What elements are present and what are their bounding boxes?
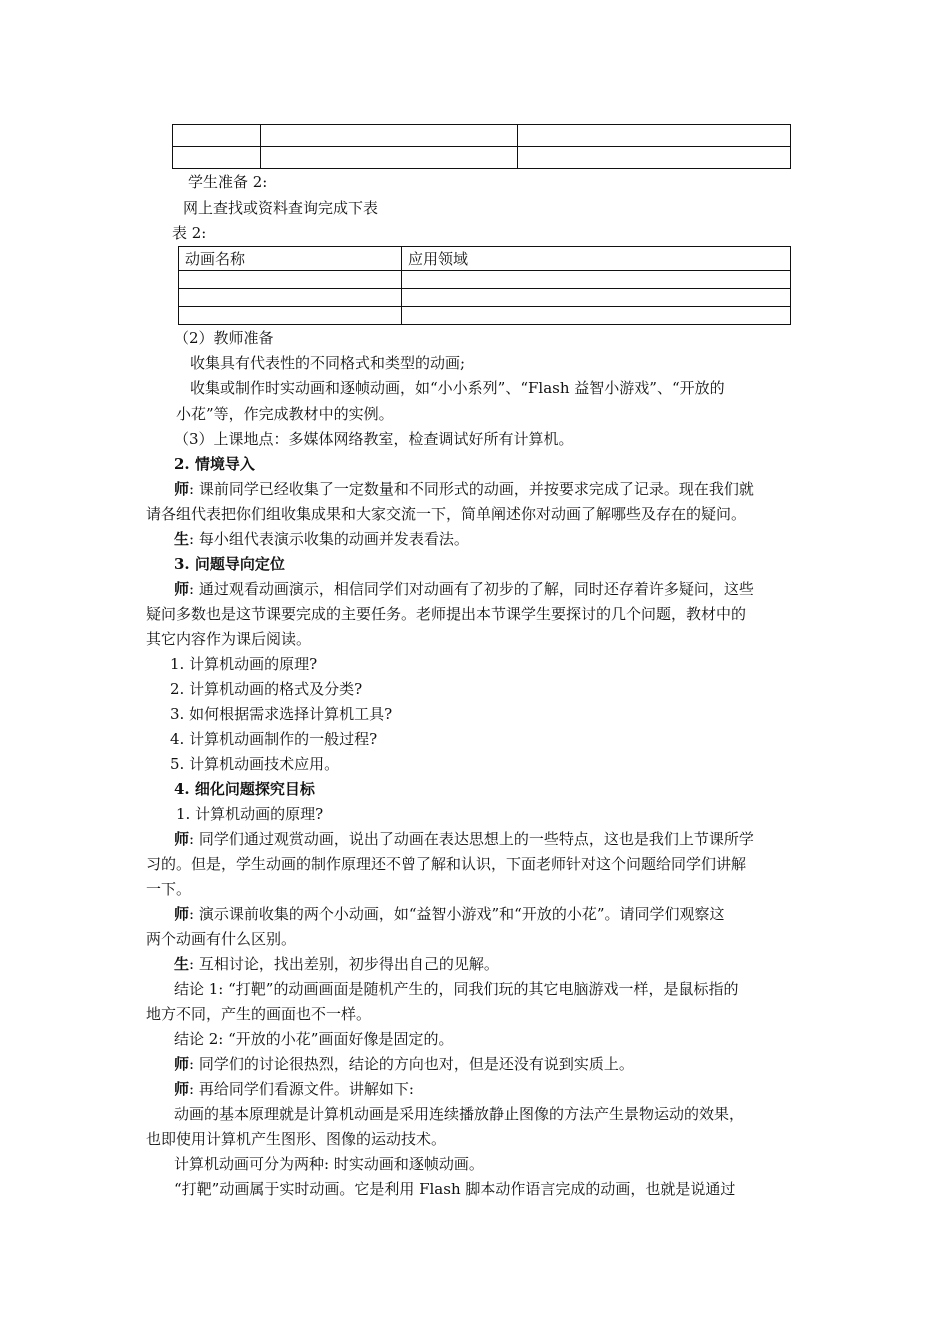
- table-cell: [179, 271, 402, 289]
- table-cell: [518, 147, 791, 169]
- dialogue-text: : 再给同学们看源文件。讲解如下:: [189, 1080, 414, 1098]
- table-cell: [173, 147, 261, 169]
- table-cell: [518, 125, 791, 147]
- section-4-heading: 4. 细化问题探究目标: [174, 780, 315, 798]
- dialogue-text: : 同学们通过观赏动画，说出了动画在表达思想上的一些特点，这也是我们上节课所学: [189, 830, 754, 848]
- principle-line1: 动画的基本原理就是计算机动画是采用连续播放静止图像的方法产生景物运动的效果，: [174, 1105, 745, 1123]
- table-header-row: [179, 247, 791, 271]
- section-4-student-line: [174, 954, 499, 974]
- question-2: 2. 计算机动画的格式及分类?: [170, 680, 363, 698]
- speaker-student: 生: [174, 530, 190, 548]
- animation-types: 计算机动画可分为两种: 时实动画和逐帧动画。: [174, 1155, 484, 1173]
- table-cell: [402, 307, 791, 325]
- teacher-prep-line1: 收集具有代表性的不同格式和类型的动画;: [190, 354, 466, 372]
- section-4-teacher4: [174, 1079, 414, 1099]
- section-3-teacher-line3: 其它内容作为课后阅读。: [146, 630, 312, 648]
- table-cell: [179, 289, 402, 307]
- table-1: [172, 124, 791, 169]
- speaker-teacher: 师: [174, 1080, 190, 1098]
- speaker-teacher: 师: [174, 480, 190, 498]
- speaker-student: 生: [174, 955, 190, 973]
- dialogue-text: : 演示课前收集的两个小动画，如“益智小游戏”和“开放的小花”。请同学们观察这: [189, 905, 725, 923]
- dialogue-text: : 通过观看动画演示，相信同学们对动画有了初步的了解，同时还存着许多疑问，这些: [189, 580, 754, 598]
- dialogue-text: : 课前同学已经收集了一定数量和不同形式的动画，并按要求完成了记录。现在我们就: [189, 480, 754, 498]
- section-4-teacher3: [174, 1054, 634, 1074]
- section-2-heading: 2. 情境导入: [174, 455, 255, 473]
- table-cell: [179, 307, 402, 325]
- teacher-prep-line2a: 收集或制作时实动画和逐帧动画，如“小小系列”、“Flash 益智小游戏”、“开放的: [190, 379, 725, 397]
- speaker-teacher: 师: [174, 830, 190, 848]
- section-4-teacher2-line1: [174, 904, 725, 924]
- table-cell: [261, 125, 518, 147]
- section-4-teacher2-line2: 两个动画有什么区别。: [146, 930, 297, 948]
- question-5: 5. 计算机动画技术应用。: [170, 755, 340, 773]
- teacher-prep-line2b: 小花”等，作完成教材中的实例。: [176, 405, 394, 423]
- section-3-teacher-line2: 疑问多数也是这节课要完成的主要任务。老师提出本节课学生要探讨的几个问题，教材中的: [146, 605, 747, 623]
- section-4-teacher1-line3: 一下。: [146, 880, 192, 898]
- question-1: 1. 计算机动画的原理?: [170, 655, 318, 673]
- target-animation-line: “打靶”动画属于实时动画。它是利用 Flash 脚本动作语言完成的动画，也就是说通过: [174, 1180, 736, 1198]
- section-3-teacher-line1: [174, 579, 754, 599]
- section-4-subheading-1: 1. 计算机动画的原理?: [176, 805, 324, 823]
- section-2-teacher-line1: [174, 479, 754, 499]
- table-row: [179, 271, 791, 289]
- table-row: [179, 289, 791, 307]
- table-row: [173, 125, 791, 147]
- speaker-teacher: 师: [174, 1055, 190, 1073]
- table-cell: [402, 271, 791, 289]
- conclusion-1-line1: 结论 1: “打靶”的动画画面是随机产生的，同我们玩的其它电脑游戏一样，是鼠标指的: [174, 980, 739, 998]
- table-row: [173, 147, 791, 169]
- speaker-teacher: 师: [174, 580, 190, 598]
- class-location: （3）上课地点：多媒体网络教室，检查调试好所有计算机。: [174, 430, 574, 448]
- table-row: [179, 307, 791, 325]
- table-header-field: 应用领域: [402, 247, 791, 271]
- table-cell: [402, 289, 791, 307]
- dialogue-text: : 每小组代表演示收集的动画并发表看法。: [189, 530, 469, 548]
- table-2-label: 表 2:: [172, 224, 207, 242]
- section-4-teacher1-line2: 习的。但是，学生动画的制作原理还不曾了解和认识，下面老师针对这个问题给同学们讲解: [146, 855, 747, 873]
- conclusion-2: 结论 2: “开放的小花”画面好像是固定的。: [174, 1030, 454, 1048]
- student-prep-2-title: 学生准备 2:: [188, 173, 268, 191]
- section-3-heading: 3. 问题导向定位: [174, 555, 285, 573]
- question-3: 3. 如何根据需求选择计算机工具?: [170, 705, 393, 723]
- table-cell: [173, 125, 261, 147]
- speaker-teacher: 师: [174, 905, 190, 923]
- section-2-student-line: [174, 529, 469, 549]
- teacher-prep-title: （2）教师准备: [174, 329, 274, 347]
- principle-line2: 也即使用计算机产生图形、图像的运动技术。: [146, 1130, 447, 1148]
- student-prep-2-text: 网上查找或资料查询完成下表: [183, 199, 379, 217]
- question-4: 4. 计算机动画制作的一般过程?: [170, 730, 378, 748]
- table-2: [178, 246, 791, 325]
- conclusion-1-line2: 地方不同，产生的画面也不一样。: [146, 1005, 372, 1023]
- dialogue-text: : 同学们的讨论很热烈，结论的方向也对，但是还没有说到实质上。: [189, 1055, 634, 1073]
- dialogue-text: : 互相讨论，找出差别，初步得出自己的见解。: [189, 955, 499, 973]
- section-2-teacher-line2: 请各组代表把你们组收集成果和大家交流一下，简单阐述你对动画了解哪些及存在的疑问。: [146, 505, 747, 523]
- table-cell: [261, 147, 518, 169]
- table-header-name: 动画名称: [179, 247, 402, 271]
- section-4-teacher1-line1: [174, 829, 754, 849]
